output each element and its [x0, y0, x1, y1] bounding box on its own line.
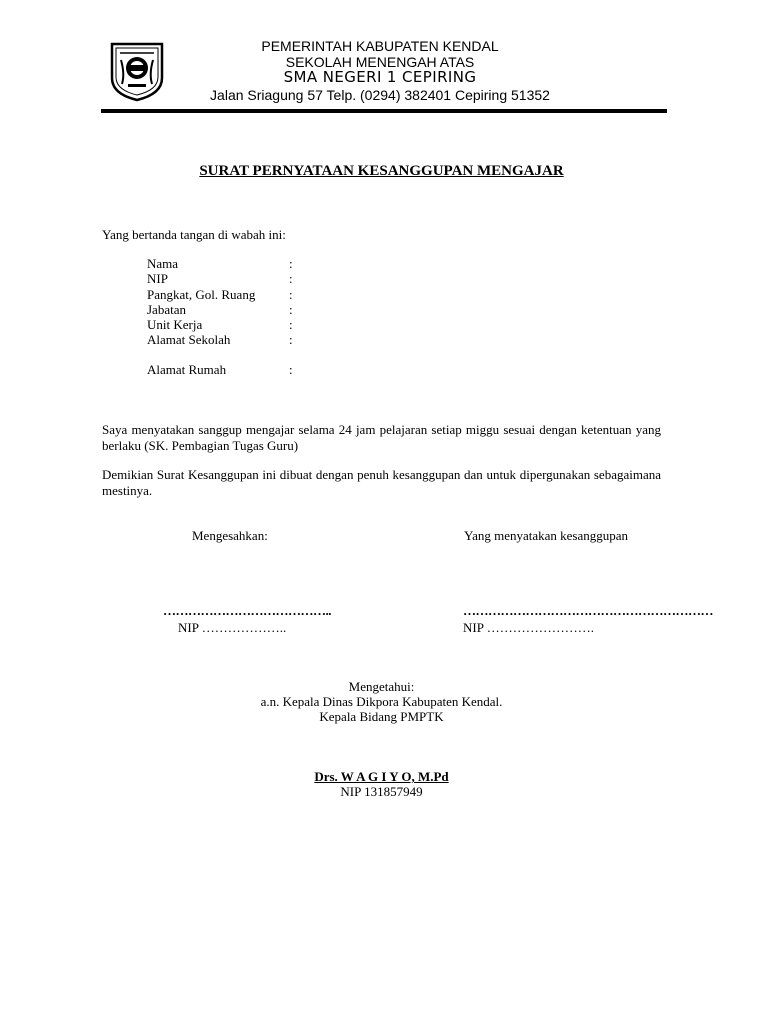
acknowledge-position: Kepala Bidang PMPTK [319, 709, 444, 724]
document-title: SURAT PERNYATAAN KESANGGUPAN MENGAJAR [199, 163, 564, 179]
statement-paragraph: Saya menyatakan sanggup mengajar selama 24 jam pelajaran setiap miggu sesuai dengan ketentuan yang berlaku (SK. Pembagian Tugas Guru) [102, 422, 661, 453]
letterhead-government: PEMERINTAH KABUPATEN KENDAL [261, 38, 499, 54]
closing-paragraph: Demikian Surat Kesanggupan ini dibuat dengan penuh kesanggupan dan untuk dipergunakan sebagaimana mestinya. [102, 467, 661, 498]
field-label-alamat-rumah: Alamat Rumah [147, 362, 227, 377]
letterhead-divider [101, 109, 667, 113]
field-colon: : [289, 287, 293, 302]
field-colon: : [289, 362, 293, 377]
signature-line-right: …………………………………………………… [463, 603, 713, 618]
letterhead-address: Jalan Sriagung 57 Telp. (0294) 382401 Cepiring 51352 [210, 87, 550, 103]
field-label-nama: Nama [147, 256, 179, 271]
signature-caption-left: Mengesahkan: [192, 528, 268, 543]
field-label-nip: NIP [147, 271, 168, 286]
official-nip: NIP 131857949 [340, 784, 423, 799]
field-colon: : [289, 271, 293, 286]
field-colon: : [289, 332, 293, 347]
signature-nip-right: NIP ……………………. [463, 620, 594, 635]
field-colon: : [289, 302, 293, 317]
signature-line-left: ………………………………….. [163, 603, 331, 618]
signature-nip-left: NIP ……………….. [178, 620, 287, 635]
field-colon: : [289, 256, 293, 271]
kabupaten-kendal-emblem-icon [108, 40, 166, 102]
official-name: Drs. W A G I Y O, M.Pd [314, 769, 449, 784]
signature-caption-right: Yang menyatakan kesanggupan [464, 528, 629, 543]
letterhead-school-name: SMA NEGERI 1 CEPIRING [283, 68, 477, 86]
intro-text: Yang bertanda tangan di wabah ini: [102, 227, 286, 242]
field-label-alamat-sekolah: Alamat Sekolah [147, 332, 231, 347]
field-label-unit-kerja: Unit Kerja [147, 317, 203, 332]
field-colon: : [289, 317, 293, 332]
acknowledge-heading: Mengetahui: [348, 679, 415, 694]
field-label-jabatan: Jabatan [147, 302, 186, 317]
acknowledge-office: a.n. Kepala Dinas Dikpora Kabupaten Kendal. [260, 694, 503, 709]
letterhead-school-type: SEKOLAH MENENGAH ATAS [285, 54, 475, 70]
field-label-pangkat: Pangkat, Gol. Ruang [147, 287, 256, 302]
